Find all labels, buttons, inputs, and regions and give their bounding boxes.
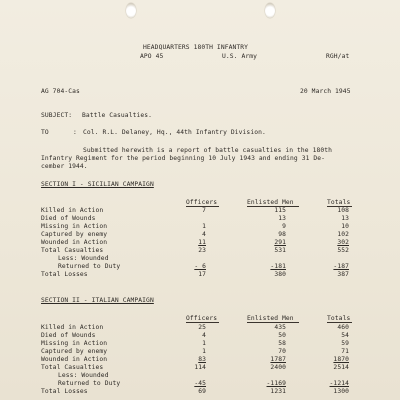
- table-cell-enlisted: 531: [274, 247, 286, 254]
- table-row-label: Captured by enemy: [41, 231, 108, 238]
- table-cell-officers: 23: [198, 247, 206, 254]
- section-2-col-officers-underline: [186, 322, 219, 323]
- table-cell-enlisted: 98: [278, 231, 286, 238]
- table-row-label: Returned to Duty: [58, 263, 121, 270]
- table-row-label: Less: Wounded: [58, 372, 109, 379]
- subject-label: SUBJECT:: [41, 112, 73, 119]
- section-2-col-totals: Totals: [327, 315, 351, 322]
- body-line-3: cember 1944.: [41, 163, 88, 170]
- table-cell-officers: 25: [198, 324, 206, 331]
- body-line-2: Infantry Regiment for the period beginning 10 July 1943 and ending 31 De-: [41, 155, 326, 162]
- table-row-label: Killed in Action: [41, 324, 104, 331]
- table-cell-officers: 4: [202, 231, 206, 238]
- table-row-label: Total Losses: [41, 271, 88, 278]
- table-cell-enlisted: 115: [274, 207, 286, 214]
- table-cell-totals: 59: [341, 340, 349, 347]
- table-cell-totals: 71: [341, 348, 349, 355]
- to-label: TO: [41, 129, 49, 136]
- table-cell-totals: 460: [337, 324, 349, 331]
- table-cell-enlisted: 1787: [270, 356, 286, 363]
- table-row-label: Died of Wounds: [41, 332, 96, 339]
- section-1-title: SECTION I - SICILIAN CAMPAIGN: [41, 181, 154, 188]
- table-cell-enlisted: 435: [274, 324, 286, 331]
- section-1-col-officers: Officers: [186, 199, 218, 206]
- table-row-label: Died of Wounds: [41, 215, 96, 222]
- to-text: Col. R.L. Delaney, Hq., 44th Infantry Division.: [83, 129, 266, 136]
- table-row-label: Captured by enemy: [41, 348, 108, 355]
- table-cell-totals: 13: [341, 215, 349, 222]
- table-cell-totals: 108: [337, 207, 349, 214]
- table-cell-totals: -1214: [329, 380, 349, 387]
- table-cell-totals: 54: [341, 332, 349, 339]
- table-cell-enlisted: 291: [274, 239, 286, 246]
- body-line-1: Submitted herewith is a report of battle casualties in the 180th: [83, 147, 333, 154]
- table-cell-enlisted: -1169: [266, 380, 286, 387]
- table-cell-totals: 1870: [333, 356, 349, 363]
- section-2-title: SECTION II - ITALIAN CAMPAIGN: [41, 297, 154, 304]
- table-cell-officers: 114: [194, 364, 206, 371]
- table-cell-officers: 1: [202, 348, 206, 355]
- table-cell-totals: 10: [341, 223, 349, 230]
- table-cell-officers: 17: [198, 271, 206, 278]
- header-apo: APO 45: [140, 53, 164, 60]
- table-row-label: Total Casualties: [41, 364, 104, 371]
- table-row-label: Wounded in Action: [41, 239, 108, 246]
- table-row-label: Killed in Action: [41, 207, 104, 214]
- section-2-col-enlisted: Enlisted Men: [247, 315, 294, 322]
- table-cell-officers: 1: [202, 340, 206, 347]
- table-cell-enlisted: 2400: [270, 364, 286, 371]
- section-1-col-enlisted: Enlisted Men: [247, 199, 294, 206]
- section-2-col-officers: Officers: [186, 315, 218, 322]
- section-2-col-totals-underline: [327, 322, 352, 323]
- table-cell-totals: 102: [337, 231, 349, 238]
- table-cell-officers: 1: [202, 223, 206, 230]
- to-colon: :: [73, 129, 77, 136]
- table-cell-totals: 1300: [333, 388, 349, 395]
- table-cell-enlisted: 50: [278, 332, 286, 339]
- table-row-label: Missing in Action: [41, 340, 108, 347]
- table-row-label: Missing in Action: [41, 223, 108, 230]
- header-initials: RGH/at: [326, 53, 350, 60]
- table-cell-totals: 302: [337, 239, 349, 246]
- header-title: HEADQUARTERS 180TH INFANTRY: [143, 44, 249, 51]
- table-cell-enlisted: 70: [278, 348, 286, 355]
- table-cell-totals: 387: [337, 271, 349, 278]
- table-row-label: Total Casualties: [41, 247, 104, 254]
- document-date: 20 March 1945: [300, 88, 351, 95]
- table-cell-officers: 69: [198, 388, 206, 395]
- table-row-label: Less: Wounded: [58, 255, 109, 262]
- table-row-label: Returned to Duty: [58, 380, 121, 387]
- section-1-col-totals: Totals: [327, 199, 351, 206]
- table-cell-totals: 2514: [333, 364, 349, 371]
- table-cell-officers: 4: [202, 332, 206, 339]
- table-row-label: Wounded in Action: [41, 356, 108, 363]
- table-cell-officers: 83: [198, 356, 206, 363]
- table-cell-enlisted: 58: [278, 340, 286, 347]
- table-cell-enlisted: 9: [282, 223, 286, 230]
- table-cell-enlisted: 13: [278, 215, 286, 222]
- table-cell-enlisted: 380: [274, 271, 286, 278]
- table-cell-officers: -45: [194, 380, 206, 387]
- punch-hole-left: [126, 3, 136, 18]
- section-2-col-enlisted-underline: [247, 322, 299, 323]
- table-cell-enlisted: -181: [270, 263, 286, 270]
- table-cell-officers: 11: [198, 239, 206, 246]
- file-reference: AG 704-Cas: [41, 88, 80, 95]
- table-cell-officers: 7: [202, 207, 206, 214]
- punch-hole-right: [265, 3, 275, 18]
- table-cell-enlisted: 1231: [270, 388, 286, 395]
- table-cell-totals: -187: [333, 263, 349, 270]
- table-row-label: Total Losses: [41, 388, 88, 395]
- header-army: U.S. Army: [222, 53, 258, 60]
- subject-text: Battle Casualties.: [82, 112, 153, 119]
- table-cell-officers: - 6: [194, 263, 206, 270]
- table-cell-totals: 552: [337, 247, 349, 254]
